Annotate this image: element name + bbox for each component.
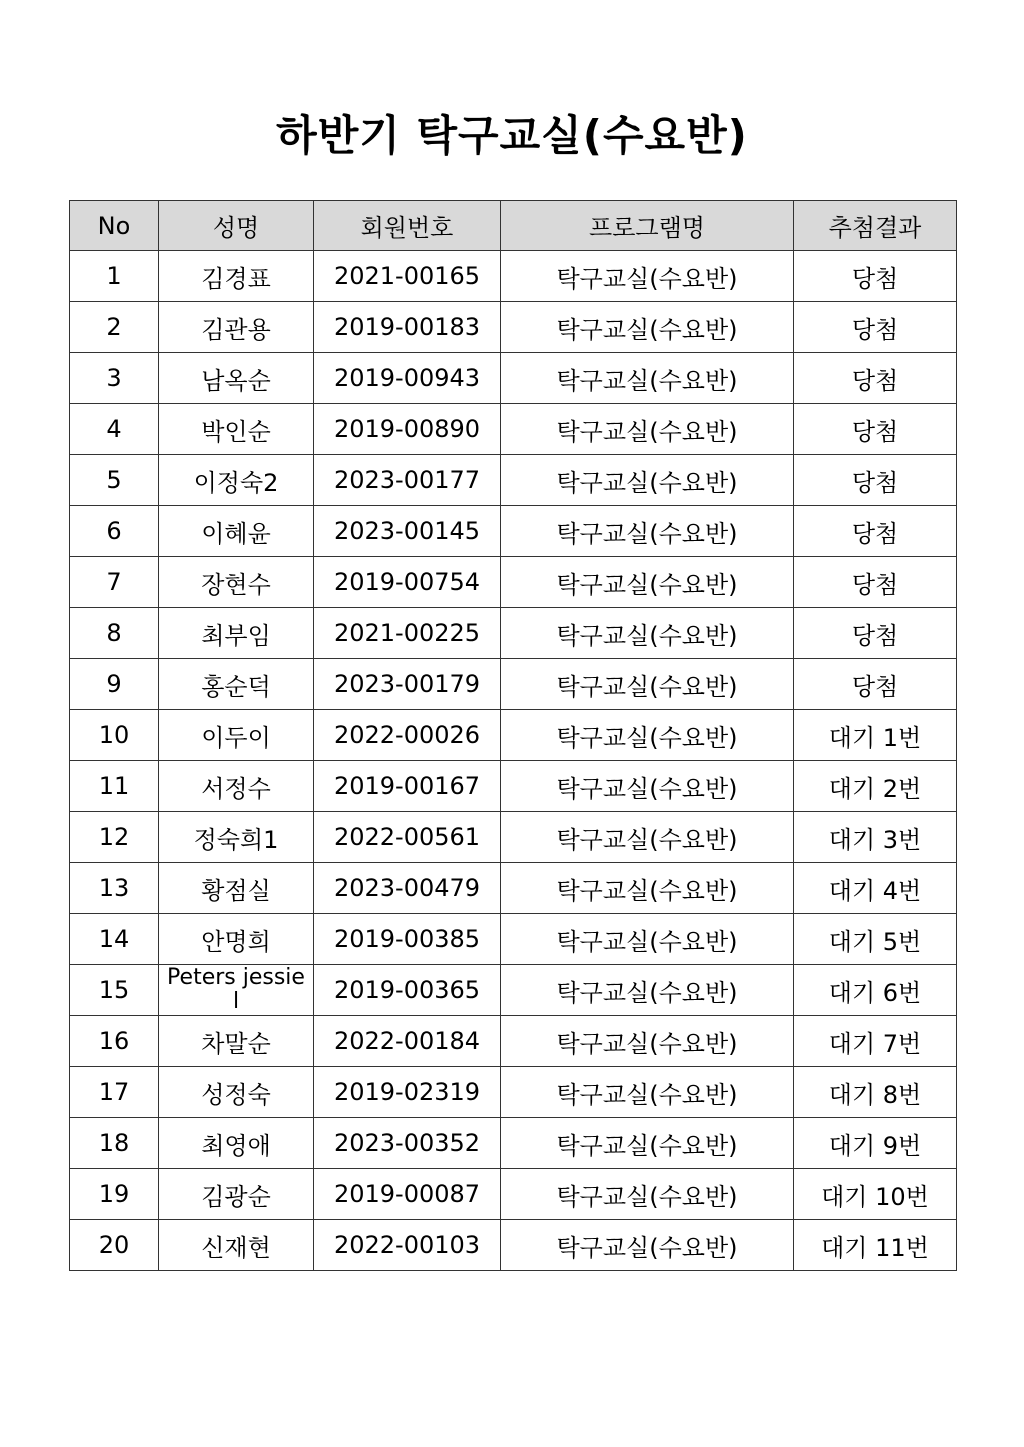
cell-program-name: 탁구교실(수요반) [501, 812, 794, 863]
cell-program-name: 탁구교실(수요반) [501, 659, 794, 710]
cell-program-name: 탁구교실(수요반) [501, 302, 794, 353]
table-row [70, 1220, 957, 1271]
cell-member-number: 2019-00183 [314, 302, 501, 353]
cell-name: 차말순 [159, 1016, 314, 1067]
cell-member-number: 2019-02319 [314, 1067, 501, 1118]
cell-member-number: 2019-00754 [314, 557, 501, 608]
cell-draw-result: 대기 6번 [794, 965, 957, 1016]
cell-program-name: 탁구교실(수요반) [501, 1067, 794, 1118]
table-row [70, 455, 957, 506]
table-row [70, 608, 957, 659]
cell-name: Peters jessie l [159, 965, 314, 1016]
table-row [70, 557, 957, 608]
cell-draw-result: 대기 1번 [794, 710, 957, 761]
cell-name: 박인순 [159, 404, 314, 455]
cell-no: 8 [70, 608, 159, 659]
table-row [70, 710, 957, 761]
table-row [70, 251, 957, 302]
table-body [70, 251, 957, 1271]
header-name: 성명 [159, 201, 314, 251]
cell-no: 6 [70, 506, 159, 557]
cell-name: 안명희 [159, 914, 314, 965]
cell-program-name: 탁구교실(수요반) [501, 455, 794, 506]
table-header-row [70, 201, 957, 251]
table-row [70, 659, 957, 710]
cell-no: 12 [70, 812, 159, 863]
cell-member-number: 2023-00145 [314, 506, 501, 557]
table-row [70, 506, 957, 557]
cell-member-number: 2023-00179 [314, 659, 501, 710]
cell-name: 황점실 [159, 863, 314, 914]
cell-no: 4 [70, 404, 159, 455]
cell-no: 9 [70, 659, 159, 710]
cell-name: 이혜윤 [159, 506, 314, 557]
cell-program-name: 탁구교실(수요반) [501, 1220, 794, 1271]
cell-draw-result: 당첨 [794, 455, 957, 506]
table-row [70, 404, 957, 455]
cell-member-number: 2022-00561 [314, 812, 501, 863]
cell-member-number: 2021-00225 [314, 608, 501, 659]
cell-no: 14 [70, 914, 159, 965]
cell-name: 장현수 [159, 557, 314, 608]
cell-no: 16 [70, 1016, 159, 1067]
cell-program-name: 탁구교실(수요반) [501, 761, 794, 812]
cell-name: 김관용 [159, 302, 314, 353]
cell-draw-result: 당첨 [794, 302, 957, 353]
cell-name: 서정수 [159, 761, 314, 812]
cell-member-number: 2022-00184 [314, 1016, 501, 1067]
cell-no: 17 [70, 1067, 159, 1118]
header-member-number: 회원번호 [314, 201, 501, 251]
cell-no: 7 [70, 557, 159, 608]
cell-member-number: 2019-00365 [314, 965, 501, 1016]
cell-no: 10 [70, 710, 159, 761]
table-row [70, 302, 957, 353]
cell-draw-result: 당첨 [794, 404, 957, 455]
cell-no: 5 [70, 455, 159, 506]
cell-program-name: 탁구교실(수요반) [501, 710, 794, 761]
cell-member-number: 2021-00165 [314, 251, 501, 302]
cell-member-number: 2019-00385 [314, 914, 501, 965]
cell-no: 18 [70, 1118, 159, 1169]
cell-no: 19 [70, 1169, 159, 1220]
cell-program-name: 탁구교실(수요반) [501, 1118, 794, 1169]
cell-program-name: 탁구교실(수요반) [501, 1016, 794, 1067]
cell-draw-result: 대기 3번 [794, 812, 957, 863]
cell-no: 15 [70, 965, 159, 1016]
cell-program-name: 탁구교실(수요반) [501, 404, 794, 455]
cell-program-name: 탁구교실(수요반) [501, 353, 794, 404]
cell-program-name: 탁구교실(수요반) [501, 863, 794, 914]
cell-member-number: 2019-00087 [314, 1169, 501, 1220]
cell-name: 최부임 [159, 608, 314, 659]
cell-draw-result: 당첨 [794, 251, 957, 302]
cell-member-number: 2019-00890 [314, 404, 501, 455]
cell-no: 3 [70, 353, 159, 404]
lottery-result-table [69, 200, 957, 1271]
cell-name: 최영애 [159, 1118, 314, 1169]
cell-program-name: 탁구교실(수요반) [501, 914, 794, 965]
cell-member-number: 2019-00167 [314, 761, 501, 812]
cell-draw-result: 대기 7번 [794, 1016, 957, 1067]
cell-member-number: 2023-00177 [314, 455, 501, 506]
table-row [70, 914, 957, 965]
cell-name: 김경표 [159, 251, 314, 302]
header-draw-result: 추첨결과 [794, 201, 957, 251]
cell-name: 신재현 [159, 1220, 314, 1271]
cell-draw-result: 당첨 [794, 506, 957, 557]
cell-no: 11 [70, 761, 159, 812]
table-row [70, 1016, 957, 1067]
cell-draw-result: 대기 10번 [794, 1169, 957, 1220]
table-row [70, 812, 957, 863]
cell-name: 이정숙2 [159, 455, 314, 506]
cell-no: 1 [70, 251, 159, 302]
table-row [70, 353, 957, 404]
cell-draw-result: 당첨 [794, 659, 957, 710]
table-row [70, 761, 957, 812]
cell-draw-result: 당첨 [794, 608, 957, 659]
table-row [70, 1169, 957, 1220]
table-row [70, 863, 957, 914]
cell-member-number: 2019-00943 [314, 353, 501, 404]
cell-name: 이두이 [159, 710, 314, 761]
cell-member-number: 2022-00026 [314, 710, 501, 761]
cell-member-number: 2023-00352 [314, 1118, 501, 1169]
page-title: 하반기 탁구교실(수요반) [276, 111, 748, 161]
cell-name: 성정숙 [159, 1067, 314, 1118]
cell-draw-result: 대기 11번 [794, 1220, 957, 1271]
table-row [70, 965, 957, 1016]
cell-name: 김광순 [159, 1169, 314, 1220]
cell-draw-result: 당첨 [794, 353, 957, 404]
cell-no: 2 [70, 302, 159, 353]
cell-member-number: 2022-00103 [314, 1220, 501, 1271]
cell-no: 13 [70, 863, 159, 914]
cell-program-name: 탁구교실(수요반) [501, 608, 794, 659]
cell-name: 홍순덕 [159, 659, 314, 710]
cell-member-number: 2023-00479 [314, 863, 501, 914]
cell-name: 남옥순 [159, 353, 314, 404]
cell-draw-result: 대기 2번 [794, 761, 957, 812]
header-program-name: 프로그램명 [501, 201, 794, 251]
cell-draw-result: 대기 9번 [794, 1118, 957, 1169]
cell-draw-result: 대기 4번 [794, 863, 957, 914]
cell-program-name: 탁구교실(수요반) [501, 506, 794, 557]
cell-program-name: 탁구교실(수요반) [501, 965, 794, 1016]
table-row [70, 1067, 957, 1118]
cell-program-name: 탁구교실(수요반) [501, 557, 794, 608]
cell-draw-result: 대기 8번 [794, 1067, 957, 1118]
cell-program-name: 탁구교실(수요반) [501, 1169, 794, 1220]
cell-no: 20 [70, 1220, 159, 1271]
header-no: No [70, 201, 159, 251]
table-row [70, 1118, 957, 1169]
cell-draw-result: 당첨 [794, 557, 957, 608]
cell-draw-result: 대기 5번 [794, 914, 957, 965]
cell-program-name: 탁구교실(수요반) [501, 251, 794, 302]
cell-name: 정숙희1 [159, 812, 314, 863]
